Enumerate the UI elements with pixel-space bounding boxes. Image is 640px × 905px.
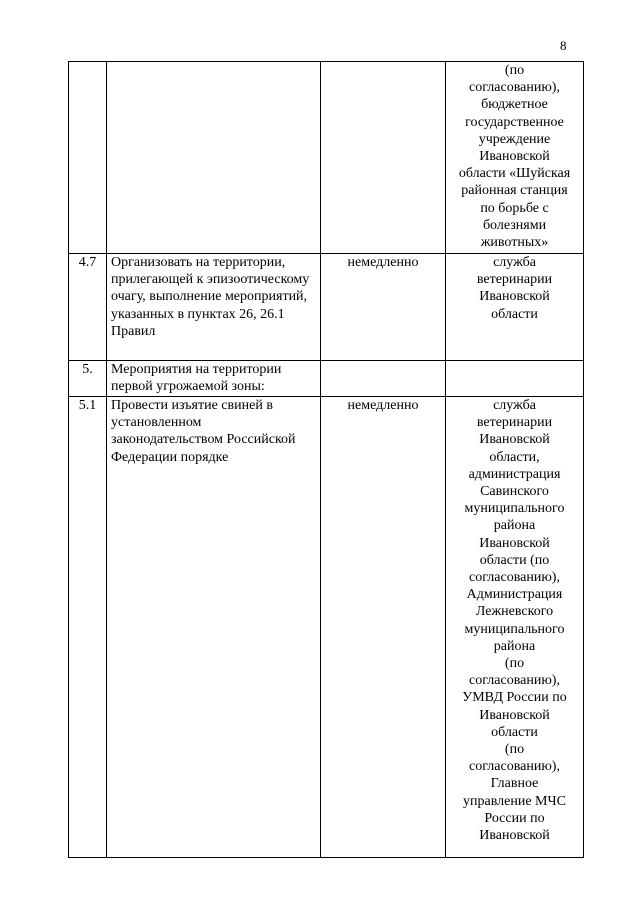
executor-line: управление МЧС bbox=[463, 793, 566, 809]
table-row bbox=[69, 254, 584, 361]
page-number: 8 bbox=[560, 38, 567, 53]
row-action: Организовать на территории, прилегающей к эпизоотическому очагу, выполнение мероприятий, указанных в пунктах 26, 26.1 Правил bbox=[107, 254, 321, 361]
executor-line: Ивановской bbox=[479, 289, 550, 305]
executor-line: служба bbox=[493, 255, 536, 270]
row-action bbox=[107, 62, 321, 254]
executor-line: Администрация bbox=[466, 587, 563, 603]
executor-line: учреждение bbox=[478, 131, 551, 147]
executor-line: служба bbox=[493, 398, 536, 413]
row-executor bbox=[446, 361, 584, 397]
executor-line: Ивановской bbox=[479, 149, 550, 165]
measures-table bbox=[68, 61, 584, 858]
row-executor bbox=[446, 62, 584, 254]
executor-line: животных» bbox=[480, 235, 549, 251]
executor-line: России по bbox=[484, 810, 545, 826]
executor-line: области «Шуйская bbox=[458, 166, 571, 182]
executor-line: Ивановской bbox=[479, 432, 550, 448]
row-executor bbox=[446, 254, 584, 361]
table-row bbox=[69, 397, 584, 858]
executor-line: (по bbox=[504, 63, 525, 78]
executor-line: области (по bbox=[479, 552, 550, 568]
row-action: Мероприятия на территории первой угрожаемой зоны: bbox=[107, 361, 321, 397]
executor-line: согласованию), bbox=[469, 759, 560, 775]
executor-line: согласованию), bbox=[469, 80, 560, 96]
executor-line: муниципального bbox=[464, 501, 565, 517]
executor-line: Главное bbox=[490, 776, 539, 792]
executor-line: администрация bbox=[468, 466, 561, 482]
executor-line: района bbox=[493, 638, 536, 654]
table-row bbox=[69, 62, 584, 254]
row-number: 5. bbox=[69, 361, 107, 397]
row-number: 5.1 bbox=[69, 397, 107, 858]
row-deadline bbox=[321, 62, 446, 254]
executor-line: согласованию), bbox=[469, 673, 560, 689]
executor-line: Ивановской bbox=[479, 828, 550, 844]
executor-line: муниципального bbox=[464, 621, 565, 637]
row-executor bbox=[446, 397, 584, 858]
executor-line: ветеринарии bbox=[476, 272, 553, 288]
executor-line: Лежневского bbox=[475, 604, 554, 620]
row-deadline bbox=[321, 361, 446, 397]
executor-line: болезнями bbox=[482, 217, 547, 233]
executor-line: области, bbox=[489, 449, 540, 465]
executor-line: государственное bbox=[465, 114, 564, 130]
executor-line: (по bbox=[504, 742, 525, 758]
executor-line: ветеринарии bbox=[476, 415, 553, 431]
executor-line: районная станция bbox=[461, 183, 568, 199]
table-row bbox=[69, 361, 584, 397]
executor-line: согласованию), bbox=[469, 570, 560, 586]
row-number bbox=[69, 62, 107, 254]
executor-line: Ивановской bbox=[479, 535, 550, 551]
executor-line: Савинского bbox=[480, 484, 549, 500]
row-action: Провести изъятие свиней в установленном законодательством Российской Федерации порядке bbox=[107, 397, 321, 858]
row-deadline: немедленно bbox=[321, 254, 446, 361]
row-deadline: немедленно bbox=[321, 397, 446, 858]
executor-line: области bbox=[491, 306, 538, 322]
executor-line: бюджетное bbox=[481, 97, 548, 113]
executor-line: (по bbox=[504, 656, 525, 672]
executor-line: Ивановской bbox=[479, 707, 550, 723]
row-number: 4.7 bbox=[69, 254, 107, 361]
executor-line: района bbox=[493, 518, 536, 534]
executor-line: по борьбе с bbox=[480, 200, 549, 216]
executor-line: области bbox=[491, 724, 538, 740]
executor-line: УМВД России по bbox=[462, 690, 567, 706]
